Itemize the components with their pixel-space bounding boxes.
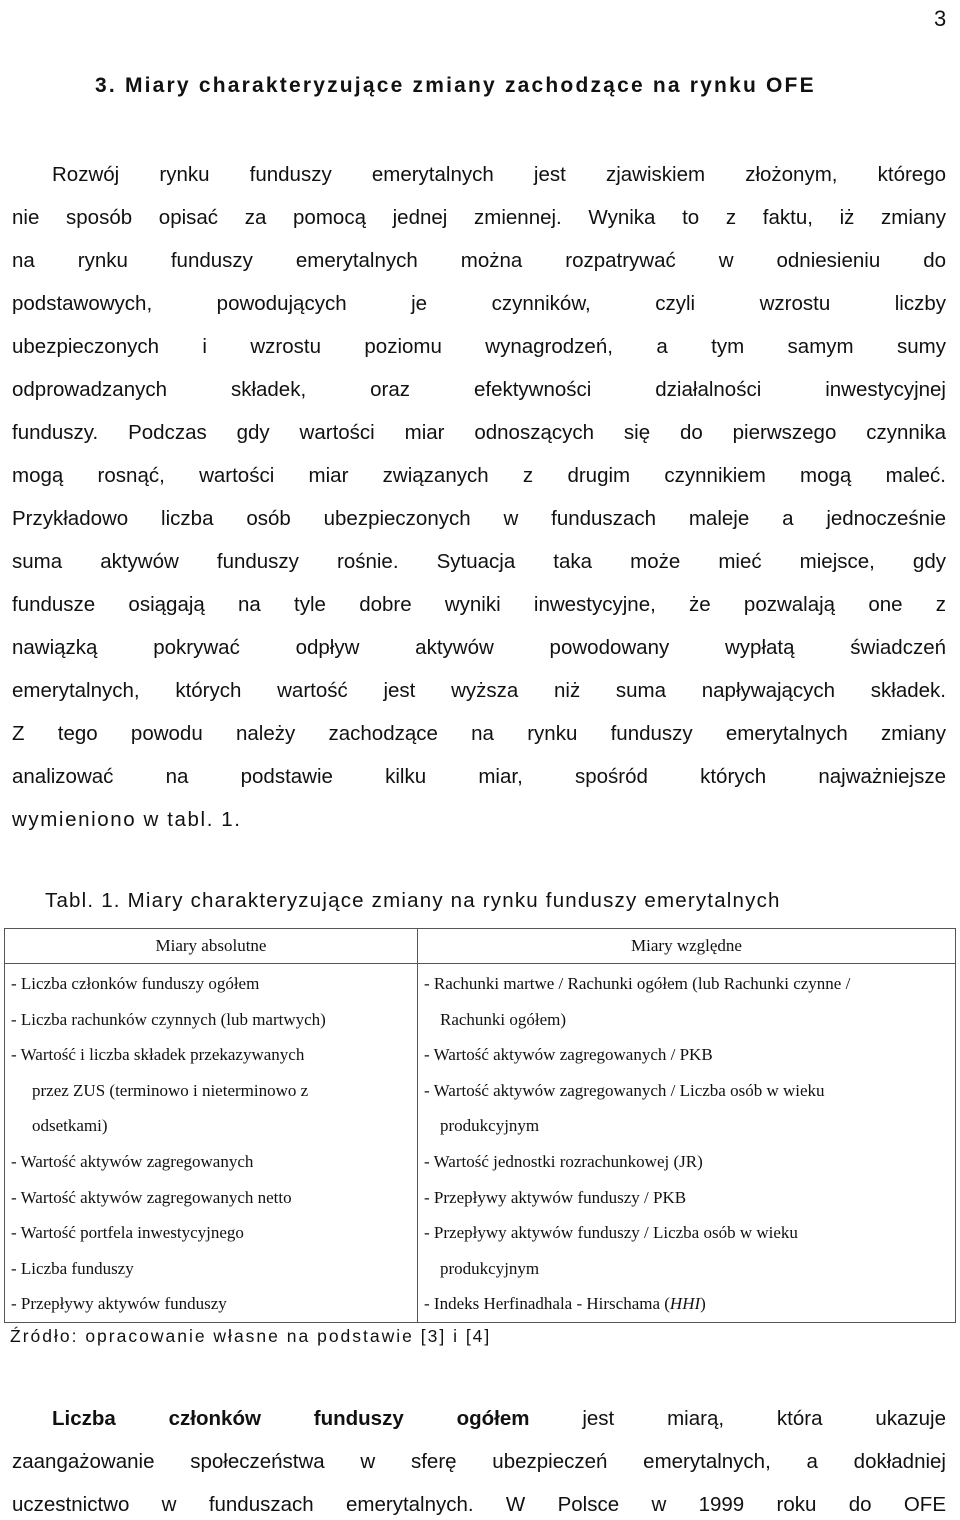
paragraph-line: uczestnictwo w funduszach emerytalnych. W Polsce w 1999 roku do OFE <box>12 1493 946 1516</box>
paragraph-line: zaangażowanie społeczeństwa w sferę ubezpieczeń emerytalnych, a dokładniej <box>12 1450 946 1473</box>
hhi-close: ) <box>700 1294 706 1314</box>
list-item: - Liczba rachunków czynnych (lub martwych) <box>11 1009 326 1029</box>
page-number: 3 <box>934 6 947 31</box>
paragraph-line: funduszy. Podczas gdy wartości miar odnoszących się do pierwszego czynnika <box>12 421 946 444</box>
table-caption: Tabl. 1. Miary charakteryzujące zmiany na rynku funduszy emerytalnych <box>45 889 781 912</box>
section-heading: 3. Miary charakteryzujące zmiany zachodzące na rynku OFE <box>95 74 816 97</box>
paragraph-line: wymieniono w tabl. 1. <box>12 808 242 831</box>
paragraph-line <box>52 1404 946 1434</box>
list-item: - Wartość aktywów zagregowanych netto <box>11 1187 292 1207</box>
paragraph-line: na rynku funduszy emerytalnych można rozpatrywać w odniesieniu do <box>12 249 946 272</box>
list-item-continuation: odsetkami) <box>32 1116 108 1136</box>
paragraph-line: nie sposób opisać za pomocą jednej zmiennej. Wynika to z faktu, iż zmiany <box>12 206 946 229</box>
list-item: - Wartość jednostki rozrachunkowej (JR) <box>424 1151 703 1171</box>
paragraph-line: emerytalnych, których wartość jest wyższa niż suma napływających składek. <box>12 679 946 702</box>
column-header-absolute: Miary absolutne <box>5 929 418 964</box>
relative-measures-cell <box>418 964 956 1323</box>
paragraph-line: fundusze osiągają na tyle dobre wyniki inwestycyjne, że pozwalają one z <box>12 593 946 616</box>
list-item: - Liczba funduszy <box>11 1258 134 1278</box>
list-item: - Przepływy aktywów funduszy / PKB <box>424 1187 687 1207</box>
paragraph-line: Przykładowo liczba osób ubezpieczonych w funduszach maleje a jednocześnie <box>12 507 946 530</box>
list-item-continuation: Rachunki ogółem) <box>440 1009 567 1029</box>
list-item: - Rachunki martwe / Rachunki ogółem (lub Rachunki czynne / <box>424 974 851 993</box>
measures-table <box>4 928 956 1323</box>
hhi-text: - Indeks Herfinadhala - Hirschama ( <box>424 1294 670 1314</box>
list-item-continuation: produkcyjnym <box>440 1258 540 1278</box>
list-item: - Wartość aktywów zagregowanych / Liczba osób w wieku <box>424 1080 825 1100</box>
list-item: - Wartość aktywów zagregowanych / PKB <box>424 1045 713 1065</box>
list-item-continuation: produkcyjnym <box>440 1116 540 1136</box>
paragraph-line: mogą rosnąć, wartości miar związanych z drugim czynnikiem mogą maleć. <box>12 464 946 487</box>
list-item: - Wartość portfela inwestycyjnego <box>11 1223 244 1243</box>
table-header-row <box>5 929 956 964</box>
list-item: - Przepływy aktywów funduszy / Liczba osób w wieku <box>424 1223 798 1243</box>
paragraph-line: podstawowych, powodujących je czynników, czyli wzrostu liczby <box>12 292 946 315</box>
list-item-continuation: przez ZUS (terminowo i nieterminowo z <box>32 1080 309 1100</box>
list-item: - Wartość i liczba składek przekazywanych <box>11 1045 305 1065</box>
column-header-relative: Miary względne <box>418 929 956 964</box>
paragraph-line: odprowadzanych składek, oraz efektywności działalności inwestycyjnej <box>12 378 946 401</box>
paragraph-line: nawiązką pokrywać odpływ aktywów powodowany wypłatą świadczeń <box>12 636 946 659</box>
paragraph-line: ubezpieczonych i wzrostu poziomu wynagrodzeń, a tym samym sumy <box>12 335 946 358</box>
list-item <box>424 1286 949 1322</box>
paragraph-line: Z tego powodu należy zachodzące na rynku funduszy emerytalnych zmiany <box>12 722 946 745</box>
table-row <box>5 964 956 1323</box>
paragraph-text: jest miarą, która ukazuje <box>529 1407 946 1430</box>
paragraph-line: analizować na podstawie kilku miar, spośród których najważniejsze <box>12 765 946 788</box>
source-note: Źródło: opracowanie własne na podstawie [3] i [4] <box>10 1326 492 1346</box>
list-item: - Liczba członków funduszy ogółem <box>11 974 260 993</box>
paragraph-line: Rozwój rynku funduszy emerytalnych jest zjawiskiem złożonym, którego <box>52 163 946 186</box>
list-item: - Wartość aktywów zagregowanych <box>11 1151 254 1171</box>
hhi-abbreviation: HHI <box>669 1294 701 1314</box>
bold-term: Liczba członków funduszy ogółem <box>52 1407 530 1430</box>
paragraph-line: suma aktywów funduszy rośnie. Sytuacja taka może mieć miejsce, gdy <box>12 550 946 573</box>
absolute-measures-cell <box>5 964 418 1323</box>
list-item: - Przepływy aktywów funduszy <box>11 1294 227 1314</box>
